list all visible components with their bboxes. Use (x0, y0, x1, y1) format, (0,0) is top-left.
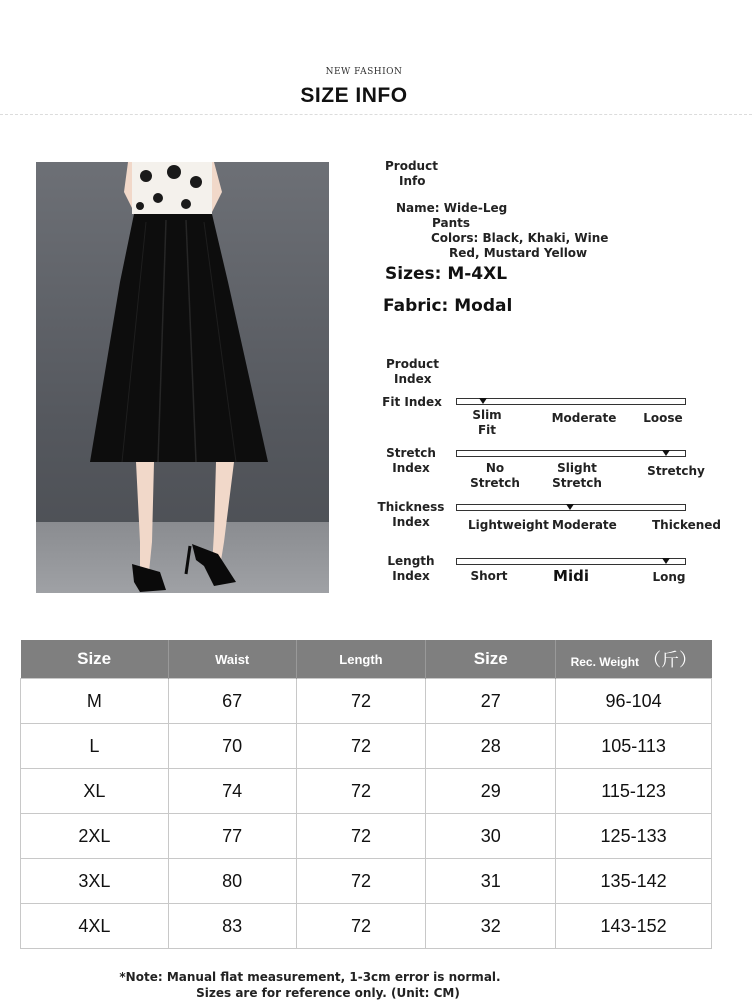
header-rec-weight: Rec. Weight （斤） (556, 640, 712, 679)
measurement-note: *Note: Manual flat measurement, 1-3cm error is normal. Sizes are for reference only. (Unit: CM) (119, 970, 501, 1000)
fit-index-label: Fit Index (382, 395, 442, 409)
table-cell: 72 (296, 679, 426, 724)
fit-index-marker (479, 398, 487, 404)
header-weight-unit: （斤） (643, 650, 698, 670)
product-name: Name: Wide-Leg Pants (396, 201, 508, 230)
table-cell: 27 (426, 679, 556, 724)
header-size: Size (21, 640, 169, 679)
length-index-bar (456, 558, 686, 565)
product-photo (36, 162, 329, 593)
table-header-row (21, 640, 712, 679)
table-cell: 135-142 (556, 859, 712, 904)
table-cell: 31 (426, 859, 556, 904)
table-cell: XL (21, 769, 169, 814)
table-cell: 32 (426, 904, 556, 949)
table-row (21, 814, 712, 859)
table-cell: 143-152 (556, 904, 712, 949)
table-cell: L (21, 724, 169, 769)
table-cell: 83 (168, 904, 296, 949)
length-option-midi: Midi (553, 567, 589, 585)
fit-option-slim: Slim Fit (472, 408, 502, 437)
table-cell: 74 (168, 769, 296, 814)
thickness-option-lightweight: Lightweight (468, 518, 549, 532)
length-option-long: Long (652, 570, 686, 584)
product-fabric: Fabric: Modal (383, 296, 513, 316)
thickness-option-thickened: Thickened (652, 518, 722, 532)
stretch-option-none: No Stretch (470, 461, 520, 490)
table-cell: 96-104 (556, 679, 712, 724)
table-cell: 70 (168, 724, 296, 769)
table-cell: 67 (168, 679, 296, 724)
table-cell: 4XL (21, 904, 169, 949)
product-sizes: Sizes: M-4XL (385, 264, 508, 284)
table-cell: M (21, 679, 169, 724)
table-cell: 77 (168, 814, 296, 859)
eyebrow-text: NEW FASHION (325, 67, 403, 77)
table-cell: 72 (296, 724, 426, 769)
product-index-heading: Product Index (386, 357, 439, 386)
length-option-short: Short (470, 569, 508, 583)
table-row (21, 904, 712, 949)
table-cell: 72 (296, 769, 426, 814)
stretch-index-marker (662, 450, 670, 456)
table-cell: 29 (426, 769, 556, 814)
stretch-index-bar (456, 450, 686, 457)
divider (0, 114, 752, 115)
length-index-marker (662, 558, 670, 564)
header-waist: Waist (168, 640, 296, 679)
product-colors: Colors: Black, Khaki, Wine Red, Mustard Yellow (431, 231, 609, 260)
table-cell: 72 (296, 859, 426, 904)
stretch-index-label: Stretch Index (386, 446, 436, 475)
thickness-option-moderate: Moderate (552, 518, 617, 532)
table-cell: 72 (296, 904, 426, 949)
fit-option-moderate: Moderate (551, 411, 617, 425)
table-row (21, 769, 712, 814)
thickness-index-label: Thickness Index (377, 500, 445, 529)
table-cell: 80 (168, 859, 296, 904)
table-cell: 125-133 (556, 814, 712, 859)
stretch-option-slight: Slight Stretch (552, 461, 602, 490)
page-title: SIZE INFO (300, 84, 408, 107)
table-row (21, 724, 712, 769)
table-row (21, 679, 712, 724)
fit-index-bar (456, 398, 686, 405)
table-cell: 115-123 (556, 769, 712, 814)
table-cell: 105-113 (556, 724, 712, 769)
header-length: Length (296, 640, 426, 679)
fit-option-loose: Loose (643, 411, 683, 425)
table-cell: 72 (296, 814, 426, 859)
thickness-index-marker (566, 504, 574, 510)
table-cell: 30 (426, 814, 556, 859)
table-cell: 28 (426, 724, 556, 769)
size-table (20, 640, 712, 949)
product-info-heading: Product Info (385, 159, 438, 188)
stretch-option-stretchy: Stretchy (647, 464, 705, 478)
length-index-label: Length Index (387, 554, 435, 583)
header-size-2: Size (426, 640, 556, 679)
table-cell: 2XL (21, 814, 169, 859)
table-cell: 3XL (21, 859, 169, 904)
table-row (21, 859, 712, 904)
